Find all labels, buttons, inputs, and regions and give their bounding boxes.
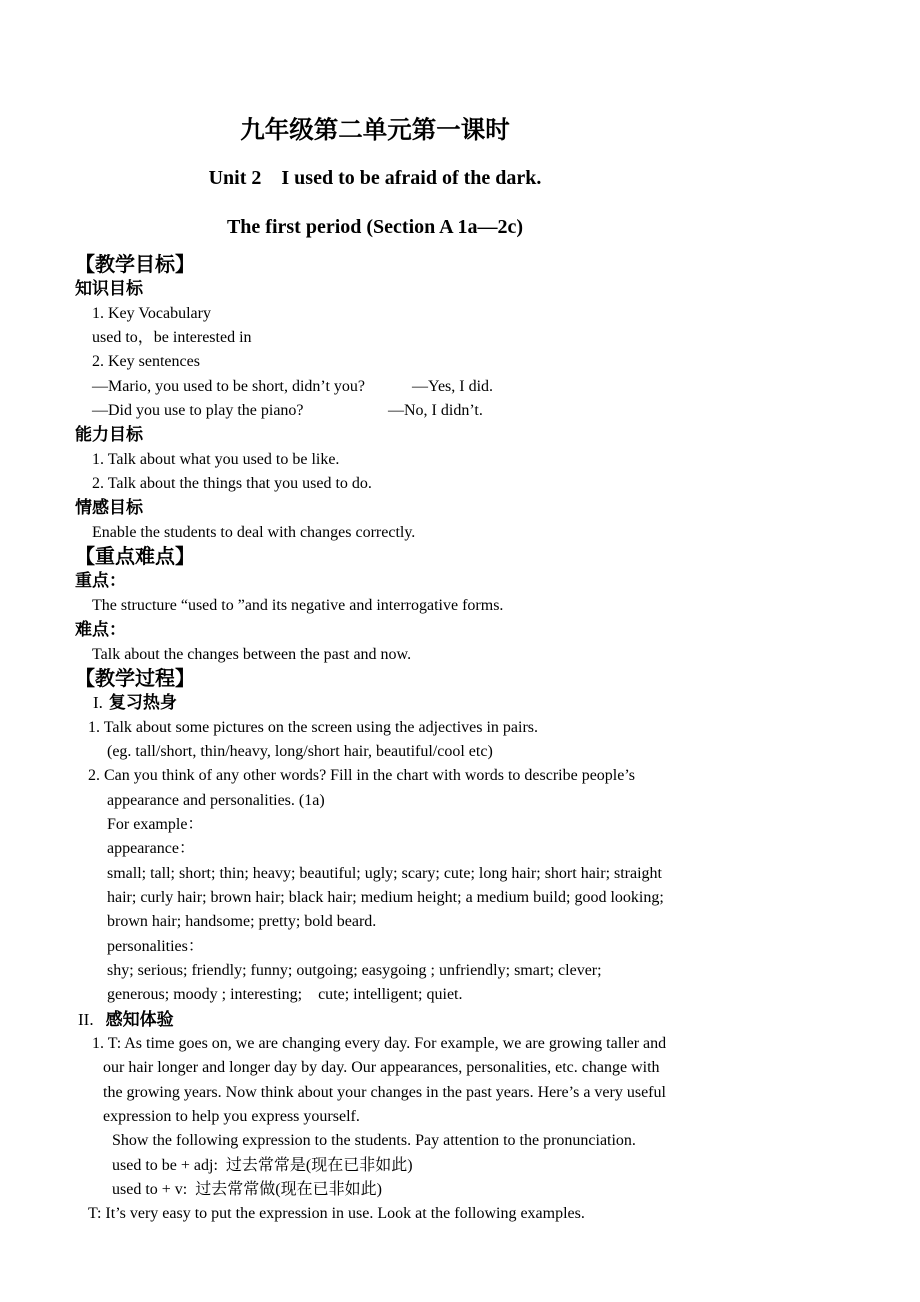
period-title: The first period (Section A 1a—2c) <box>226 216 524 238</box>
step-label: 感知体验 <box>105 1009 174 1029</box>
personality-words-2: generous; moody ; interesting; cute; intelligent; quiet. <box>107 986 463 1004</box>
appearance-words-1: small; tall; short; thin; heavy; beautiful; ugly; scary; cute; long hair; short hair; straight <box>107 864 662 882</box>
key-sentences-item: 2. Key sentences <box>92 353 200 371</box>
answer-text: —No, I didn’t. <box>388 402 483 420</box>
document-body <box>0 253 920 1227</box>
show-expression-note: Show the following expression to the students. Pay attention to the pronunciation. <box>112 1132 636 1150</box>
for-example-label: For example： <box>107 815 204 833</box>
expression-verb: used to + v: 过去常常做(现在已非如此) <box>112 1181 382 1199</box>
key-difficult-points-heading: 【重点难点】 <box>75 546 195 569</box>
step-2-teacher-talk-2: our hair longer and longer day by day. Our appearances, personalities, etc. change with <box>103 1059 660 1077</box>
step-2-teacher-talk-3: the growing years. Now think about your changes in the past years. Here’s a very useful <box>103 1083 666 1101</box>
question-text: —Did you use to play the piano? <box>92 402 304 420</box>
step-1-item-1: 1. Talk about some pictures on the screen using the adjectives in pairs. <box>88 718 539 736</box>
key-vocabulary-item: 1. Key Vocabulary <box>92 304 211 322</box>
question-text: —Mario, you used to be short, didn’t you? <box>92 377 366 395</box>
doc-title: 九年级第二单元第一课时 <box>240 117 510 144</box>
step-label: 复习热身 <box>108 693 177 713</box>
emotion-item: Enable the students to deal with changes correctly. <box>92 523 416 541</box>
step-1-item-2: 2. Can you think of any other words? Fill in the chart with words to describe people’s <box>88 767 636 785</box>
step-2-heading <box>78 1008 920 1032</box>
key-point-text: The structure “used to ”and its negative and interrogative forms. <box>92 596 504 614</box>
emotion-objectives-heading: 情感目标 <box>75 498 143 518</box>
key-sentence-2 <box>92 399 920 423</box>
appearance-words-3: brown hair; handsome; pretty; bold beard. <box>107 913 377 931</box>
teaching-objectives-heading: 【教学目标】 <box>75 254 195 276</box>
appearance-label: appearance： <box>107 840 195 858</box>
unit-title: Unit 2 I used to be afraid of the dark. <box>208 167 542 189</box>
step-2-teacher-talk-4: expression to help you express yourself. <box>103 1108 360 1126</box>
difficult-point-text: Talk about the changes between the past and now. <box>92 645 412 663</box>
difficult-point-heading: 难点： <box>75 620 126 640</box>
step-1-item-2-cont: appearance and personalities. (1a) <box>107 791 325 809</box>
ability-objectives-heading: 能力目标 <box>75 425 143 445</box>
teacher-closing-line: T: It’s very easy to put the expression in use. Look at the following examples. <box>88 1205 585 1223</box>
key-sentence-1 <box>92 375 920 399</box>
roman-numeral: II. <box>78 1009 94 1029</box>
ability-item-2: 2. Talk about the things that you used to do. <box>92 475 372 493</box>
step-1-item-1-example: (eg. tall/short, thin/heavy, long/short hair, beautiful/cool etc) <box>107 742 493 760</box>
expression-adj: used to be + adj: 过去常常是(现在已非如此) <box>112 1156 413 1174</box>
vocabulary-list: used to，be interested in <box>92 329 252 347</box>
ability-item-1: 1. Talk about what you used to be like. <box>92 450 340 468</box>
teaching-process-heading: 【教学过程】 <box>75 667 195 690</box>
step-2-teacher-talk-1: 1. T: As time goes on, we are changing every day. For example, we are growing taller and <box>92 1035 667 1052</box>
answer-text: —Yes, I did. <box>412 377 494 395</box>
document-header <box>75 114 675 241</box>
personalities-label: personalities： <box>107 937 204 955</box>
key-point-heading: 重点： <box>75 571 126 591</box>
personality-words-1: shy; serious; friendly; funny; outgoing; easygoing ; unfriendly; smart; clever; <box>107 961 602 979</box>
roman-numeral: I. <box>93 693 103 713</box>
appearance-words-2: hair; curly hair; brown hair; black hair; medium height; a medium build; good looking; <box>107 888 664 906</box>
step-1-heading <box>93 691 920 715</box>
knowledge-objectives-heading: 知识目标 <box>75 279 143 299</box>
